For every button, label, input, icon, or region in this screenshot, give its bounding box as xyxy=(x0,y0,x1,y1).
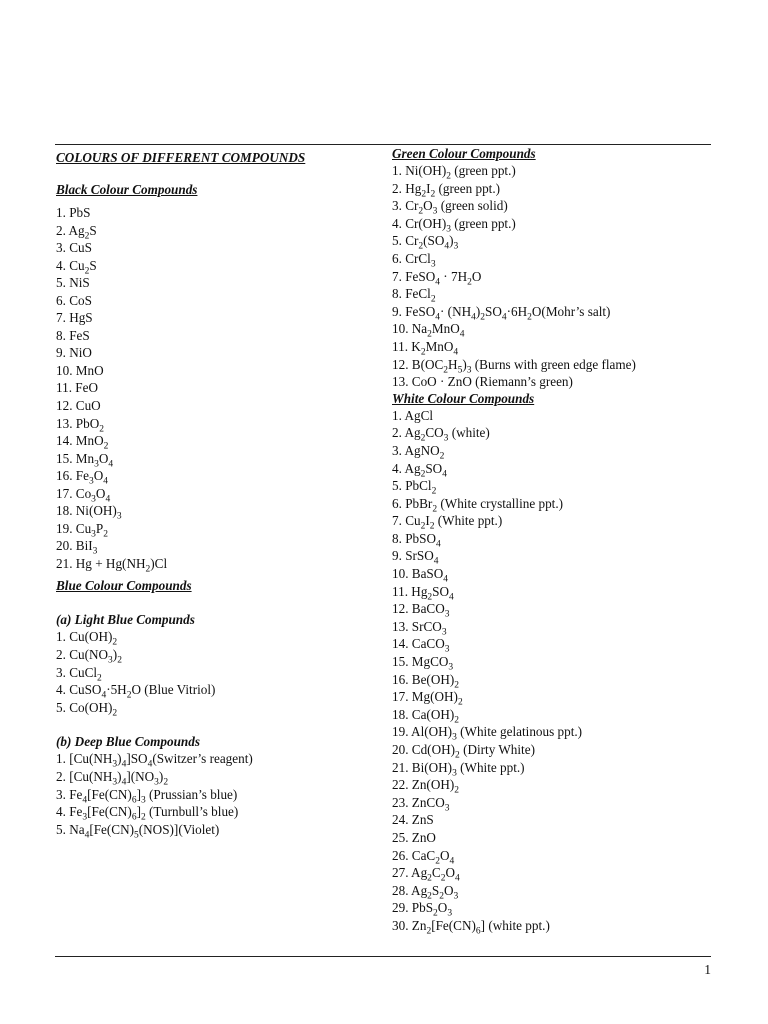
list-item: 1. AgCl xyxy=(392,407,434,423)
list-item: 18. $Ni(OH)_3$ xyxy=(56,503,122,522)
blue-heading: Blue Colour Compounds xyxy=(56,578,192,594)
list-item: 4. $Cr(OH)_3$ (green ppt.) xyxy=(392,215,516,235)
list-item: 7. FeSO$_4$ · $7H_2O$ xyxy=(392,268,482,287)
list-item: 17. $Mg(OH)_2$ xyxy=(392,689,463,708)
list-item: 30. $Zn_2[Fe(CN)_6]$ (white ppt.) xyxy=(392,917,550,937)
light-blue-heading: (a) Light Blue Compunds xyxy=(56,612,195,628)
list-item: 4. $Cu_2S$ xyxy=(56,257,97,276)
list-item: 2. $Hg_2I_2$ (green ppt.) xyxy=(392,180,501,199)
list-item: 17. $Co_3O_4$ xyxy=(56,485,111,505)
list-item: 8. FeCl$_2$ xyxy=(392,286,436,305)
list-item: 21. $Hg + Hg(NH_2)Cl$ xyxy=(56,555,168,575)
green-heading: Green Colour Compounds xyxy=(392,146,536,161)
green-list xyxy=(392,162,722,391)
list-item: 1. $Ni(OH)_2$ (green ppt.) xyxy=(392,163,516,182)
list-item: 11. $K_2MnO_4$ xyxy=(392,338,459,358)
black-list xyxy=(56,204,386,575)
list-item: 12. BaCO$_3$ xyxy=(392,601,450,620)
list-item: 20. BiI$_3$ xyxy=(56,538,98,557)
left-column xyxy=(56,150,386,841)
list-item: 8. PbSO$_4$ xyxy=(392,530,441,550)
list-item: 2. $[Cu(NH_3)_4](NO_3)_2$ xyxy=(56,769,169,788)
list-item: 6. CrCl$_3$ xyxy=(392,250,436,270)
list-item: 10. BaSO$_4$ xyxy=(392,566,449,585)
list-item: 16. $Fe_3O_4$ xyxy=(56,468,108,487)
list-item: 2. $Ag_2S$ xyxy=(56,222,97,241)
list-item: 2. $Cu(NO_3)_2$ xyxy=(56,647,122,666)
list-item: 20. $Cd(OH)_2$ (Dirty White) xyxy=(392,742,535,761)
white-heading: White Colour Compounds xyxy=(392,390,535,406)
list-item: 13. CoO · ZnO (Riemann’s green) xyxy=(392,374,573,390)
list-item: 5. $Co(OH)_2$ xyxy=(56,699,118,719)
list-item: 11. $Hg_2SO_4$ xyxy=(392,583,454,602)
list-item: 19. $Cu_3P_2$ xyxy=(56,520,109,540)
bottom-rule xyxy=(55,956,711,957)
list-item: 4. $CuSO_4\cdot 5H_2O$ (Blue Vitriol) xyxy=(56,682,216,701)
deep-blue-list xyxy=(56,750,386,841)
list-item: 6. CoS xyxy=(56,292,92,308)
list-item: 11. FeO xyxy=(56,380,99,396)
black-heading: Black Colour Compounds xyxy=(56,182,198,197)
list-item: 14. CaCO$_3$ xyxy=(392,636,450,655)
list-item: 12. CuO xyxy=(56,398,101,414)
list-item: 27. $Ag_2C_2O_4$ xyxy=(392,865,460,884)
list-item: 28. $Ag_2S_2O_3$ xyxy=(392,882,459,902)
list-item: 23. ZnCO$_3$ xyxy=(392,794,450,814)
list-item: 1. PbS xyxy=(56,205,91,220)
list-item: 3. AgNO$_2$ xyxy=(392,442,445,462)
list-item: 25. ZnO xyxy=(392,829,436,845)
list-item: 9. SrSO$_4$ xyxy=(392,548,439,567)
white-list xyxy=(392,407,722,935)
list-item: 16. $Be(OH)_2$ xyxy=(392,671,460,690)
list-item: 13. PbO$_2$ xyxy=(56,415,104,434)
list-item: 2. $Ag_2CO_3$ (white) xyxy=(392,425,490,444)
list-item: 26. $CaC_2O_4$ xyxy=(392,847,455,866)
list-item: 5. $Na_4[Fe(CN)_5(NOS)](Violet)$ xyxy=(56,821,220,841)
list-item: 4. $Ag_2SO_4$ xyxy=(392,460,447,479)
top-rule xyxy=(55,144,711,145)
list-item: 12. $B(OC_2H_5)_3$ (Burns with green edge flame) xyxy=(392,356,636,375)
list-item: 9. NiO xyxy=(56,345,92,361)
list-item: 15. $Mn_3O_4$ xyxy=(56,450,114,469)
list-item: 7. $Cu_2I_2$ (White ppt.) xyxy=(392,513,503,532)
list-item: 5. PbCl$_2$ xyxy=(392,478,437,497)
list-item: 5. NiS xyxy=(56,275,90,291)
list-item: 9. FeSO$_4$· $(NH_4)_2SO_4\cdot 6H_2O(Mohr’s$ salt) xyxy=(392,303,611,323)
list-item: 1. $[Cu(NH_3)_4]SO_4(Switzer’s$ reagent) xyxy=(56,751,253,770)
list-item: 29. $PbS_2O_3$ xyxy=(392,900,453,919)
list-item: 4. $Fe_3[Fe(CN)_6]_2$ (Turnbull’s blue) xyxy=(56,804,239,823)
list-item: 3. $Fe_4[Fe(CN)_6]_3$ (Prussian’s blue) xyxy=(56,786,238,805)
list-item: 15. MgCO$_3$ xyxy=(392,654,454,673)
list-item: 18. $Ca(OH)_2$ xyxy=(392,706,460,726)
list-item: 21. $Bi(OH)_3$ (White ppt.) xyxy=(392,759,525,778)
light-blue-list xyxy=(56,628,386,719)
list-item: 3. CuCl$_2$ xyxy=(56,664,102,683)
deep-blue-heading: (b) Deep Blue Compounds xyxy=(56,734,200,750)
list-item: 7. HgS xyxy=(56,310,93,326)
list-item: 3. $Cr_2O_3$ (green solid) xyxy=(392,198,508,217)
right-column xyxy=(392,146,722,935)
list-item: 6. PbBr$_2$ (White crystalline ppt.) xyxy=(392,495,564,514)
list-item: 14. MnO$_2$ xyxy=(56,433,109,452)
list-item: 24. ZnS xyxy=(392,812,434,828)
list-item: 10. $Na_2MnO_4$ xyxy=(392,321,465,340)
list-item: 13. SrCO$_3$ xyxy=(392,618,447,638)
page-number: 1 xyxy=(704,962,711,977)
list-item: 22. $Zn(OH)_2$ xyxy=(392,777,460,796)
list-item: 1. $Cu(OH)_2$ xyxy=(56,629,118,648)
list-item: 3. CuS xyxy=(56,240,92,256)
page-title: COLOURS OF DIFFERENT COMPOUNDS xyxy=(56,150,306,165)
list-item: 8. FeS xyxy=(56,327,90,343)
list-item: 10. MnO xyxy=(56,362,104,378)
list-item: 19. $Al(OH)_3$ (White gelatinous ppt.) xyxy=(392,724,583,743)
list-item: 5. $Cr_2(SO_4)_3$ xyxy=(392,233,459,252)
